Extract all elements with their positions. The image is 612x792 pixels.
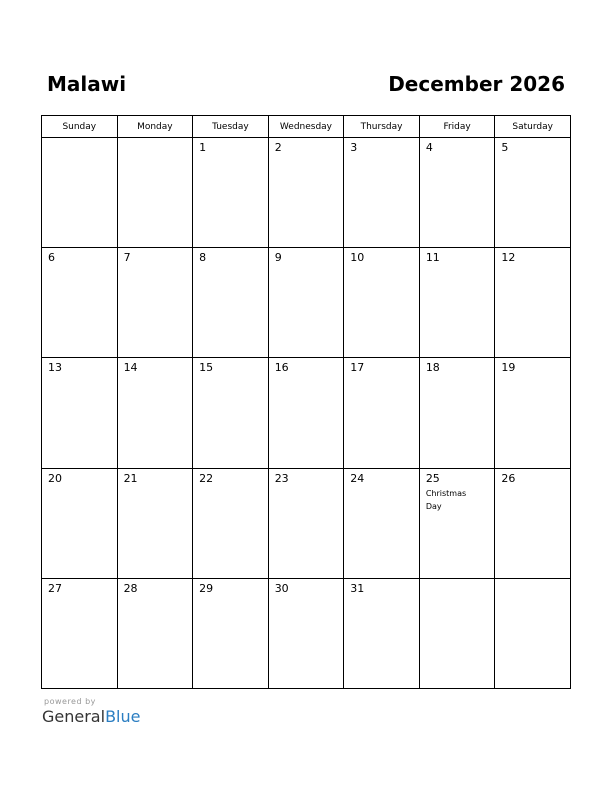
day-cell (117, 578, 193, 688)
day-cell (268, 468, 344, 578)
footer (42, 697, 140, 727)
day-cell (495, 358, 571, 468)
day-number: 26 (501, 471, 516, 485)
week-row (42, 358, 571, 468)
day-cell (419, 578, 495, 688)
day-cell (117, 248, 193, 358)
day-cell (419, 468, 495, 578)
day-cell (268, 578, 344, 688)
week-row (42, 138, 571, 248)
country-title: Malawi (47, 72, 127, 96)
day-number: 4 (425, 141, 433, 154)
day-number: 7 (123, 251, 131, 265)
day-number: 30 (274, 581, 289, 595)
week-row (42, 468, 571, 578)
day-number: 5 (501, 141, 509, 154)
weekday-friday: Friday (419, 116, 495, 138)
day-cell (344, 138, 420, 248)
day-cell (495, 468, 571, 578)
day-cell (419, 138, 495, 248)
day-cell (344, 248, 420, 358)
day-number: 29 (199, 581, 214, 595)
day-number: 3 (350, 141, 358, 154)
day-cell (268, 138, 344, 248)
day-number: 12 (501, 251, 516, 265)
brand-logo (42, 707, 140, 727)
calendar-grid (41, 115, 571, 689)
day-number: 18 (425, 361, 440, 375)
week-row (42, 248, 571, 358)
day-cell (495, 578, 571, 688)
day-cell (117, 138, 193, 248)
day-cell (117, 358, 193, 468)
weekday-header-row (42, 116, 571, 138)
day-number: 23 (274, 471, 289, 485)
day-cell (419, 358, 495, 468)
weekday-saturday: Saturday (495, 116, 571, 138)
day-number: 21 (123, 471, 138, 485)
day-number: 1 (199, 141, 207, 154)
month-year-title: December 2026 (388, 72, 565, 96)
day-cell (419, 248, 495, 358)
day-number: 17 (350, 361, 365, 375)
weekday-monday: Monday (117, 116, 193, 138)
day-number: 15 (199, 361, 214, 375)
day-cell (344, 468, 420, 578)
day-number: 25 (425, 471, 440, 485)
weekday-wednesday: Wednesday (268, 116, 344, 138)
day-number: 24 (350, 471, 365, 485)
day-number: 14 (123, 361, 138, 375)
day-cell (268, 248, 344, 358)
day-cell (268, 358, 344, 468)
day-number: 9 (274, 251, 282, 265)
day-cell (495, 248, 571, 358)
day-number: 2 (274, 141, 282, 154)
day-cell (495, 138, 571, 248)
weekday-thursday: Thursday (344, 116, 420, 138)
day-cell (344, 578, 420, 688)
brand-general: General (42, 707, 106, 726)
day-number: 6 (48, 251, 55, 265)
day-cell (42, 358, 118, 468)
powered-by-text: powered by (44, 697, 96, 706)
week-row (42, 578, 571, 688)
day-cell (193, 248, 269, 358)
day-number: 16 (274, 361, 289, 375)
day-number: 13 (48, 361, 62, 375)
day-number: 19 (501, 361, 516, 375)
day-cell (42, 468, 118, 578)
day-cell (193, 578, 269, 688)
day-number: 8 (199, 251, 207, 265)
day-cell (42, 578, 118, 688)
day-cell (117, 468, 193, 578)
day-number: 27 (48, 581, 62, 595)
weekday-sunday: Sunday (42, 116, 118, 138)
day-number: 11 (425, 251, 440, 265)
day-cell (42, 138, 118, 248)
day-cell (193, 138, 269, 248)
day-number: 22 (199, 471, 214, 485)
day-number: 28 (123, 581, 138, 595)
day-cell (193, 468, 269, 578)
day-cell (344, 358, 420, 468)
day-number: 31 (350, 581, 365, 595)
day-number: 20 (48, 471, 62, 485)
day-number: 10 (350, 251, 365, 265)
brand-blue: Blue (105, 707, 141, 726)
day-cell (193, 358, 269, 468)
holiday-label: Christmas Day (425, 488, 467, 511)
weekday-tuesday: Tuesday (193, 116, 269, 138)
day-cell (42, 248, 118, 358)
